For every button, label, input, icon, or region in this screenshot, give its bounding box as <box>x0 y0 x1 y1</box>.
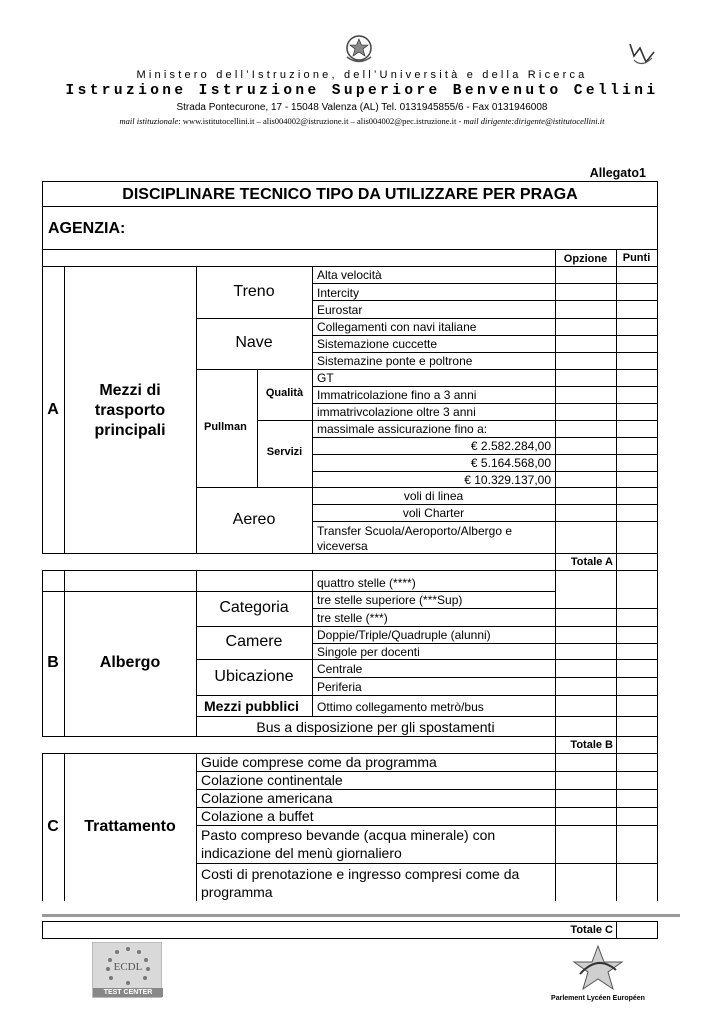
categoria-item: tre stelle (***) <box>317 611 388 625</box>
mail-text: : www.istitutocellini.it – alis004002@istruzione.it – alis004002@pec.istruzione.it <box>178 116 457 126</box>
section-c-letter: C <box>47 818 59 835</box>
servizi-label: Servizi <box>266 446 303 458</box>
ecdl-logo-text: ECDL <box>113 961 143 973</box>
treno-item: Intercity <box>317 286 360 300</box>
republic-emblem-icon <box>344 33 374 65</box>
test-center-label: TEST CENTER <box>93 988 163 997</box>
camere-item: Doppie/Triple/Quadruple (alunni) <box>317 628 491 642</box>
col-opzione: Opzione <box>563 253 608 265</box>
section-c-label: Trattamento <box>84 818 176 835</box>
school-address: Strada Pontecurone, 17 - 15048 Valenza (AL) Tel. 0131945855/6 - Fax 0131946008 <box>176 102 548 113</box>
trattamento-item: Costi di prenotazione e ingresso compresi come da <box>201 866 520 882</box>
parlement-label: Parlement Lycéen Européen <box>551 995 645 1002</box>
aereo-item: voli di linea <box>403 489 464 503</box>
trattamento-item: Colazione continentale <box>201 772 343 788</box>
section-b-label: Albergo <box>99 654 161 671</box>
qualita-item: immatrivcolazione oltre 3 anni <box>317 405 476 419</box>
ubicazione-label: Ubicazione <box>214 668 294 685</box>
ubicazione-item: Centrale <box>317 662 363 676</box>
qualita-label: Qualità <box>265 387 304 399</box>
page-title: DISCIPLINARE TECNICO TIPO DA UTILIZZARE PER PRAGA <box>122 186 578 203</box>
mezzi-pubblici-label: Mezzi pubblici <box>204 698 299 714</box>
eu-stars-icon <box>93 943 163 987</box>
col-punti: Punti <box>622 252 651 264</box>
trattamento-item: Colazione americana <box>201 790 333 806</box>
agenzia-label: AGENZIA: <box>48 220 126 237</box>
mail-dirigente: - mail dirigente:dirigente@istitutocellini.it <box>456 116 605 126</box>
ubicazione-item: Periferia <box>317 680 362 694</box>
servizi-amount: € 5.164.568,00 <box>470 456 551 470</box>
section-a-letter: A <box>47 401 59 418</box>
treno-item: Eurostar <box>317 303 363 317</box>
servizi-amount: € 10.329.137,00 <box>464 473 551 487</box>
bus-item: Bus a disposizione per gli spostamenti <box>256 719 495 735</box>
parlement-logo-icon <box>568 944 628 992</box>
categoria-label: Categoria <box>219 599 289 616</box>
nave-item: Sistemazione cuccette <box>317 337 438 351</box>
camere-item: Singole per docenti <box>317 645 420 659</box>
allegato-label: Allegato1 <box>589 166 646 180</box>
qualita-item: GT <box>317 371 334 385</box>
school-name: Istruzione Istruzione Superiore Benvenuto Cellini <box>65 83 659 99</box>
cellini-logo-icon <box>626 40 656 70</box>
aereo-item: voli Charter <box>402 506 465 520</box>
trattamento-item: Guide comprese come da programma <box>201 754 437 770</box>
mezzi-pubblici-item: Ottimo collegamento metrò/bus <box>317 700 484 714</box>
nave-item: Sistemazine ponte e poltrone <box>317 354 473 368</box>
totale-a: Totale A <box>570 556 613 568</box>
categoria-item: quattro stelle (****) <box>317 576 416 590</box>
section-a-label: Mezzi di trasporto principali <box>94 382 166 439</box>
section-b-letter: B <box>47 654 59 671</box>
aereo-label: Aereo <box>232 511 276 528</box>
aereo-item: Transfer Scuola/Aeroporto/Albergo e viceversa <box>317 524 512 553</box>
ministero-heading: Ministero dell’Istruzione, dell’Università e della Ricerca <box>136 69 588 81</box>
trattamento-item: Pasto compreso bevande (acqua minerale) con <box>201 827 496 843</box>
servizi-amount: € 2.582.284,00 <box>470 439 551 453</box>
totale-c: Totale C <box>570 924 613 936</box>
page-break-rule <box>42 914 680 917</box>
categoria-item: tre stelle superiore (***Sup) <box>317 593 463 607</box>
trattamento-item: programma <box>201 884 273 900</box>
trattamento-item: indicazione del menù giornaliero <box>201 845 402 861</box>
mail-label: mail istituzionale <box>119 116 179 126</box>
nave-item: Collegamenti con navi italiane <box>317 320 477 334</box>
school-mail <box>0 116 724 126</box>
totale-b: Totale B <box>570 739 613 751</box>
treno-label: Treno <box>233 283 275 300</box>
ecdl-logo <box>92 942 162 998</box>
qualita-item: Immatricolazione fino a 3 anni <box>317 388 477 402</box>
servizi-item: massimale assicurazione fino a: <box>317 422 488 436</box>
treno-item: Alta velocità <box>317 268 382 282</box>
trattamento-item: Colazione a buffet <box>201 808 314 824</box>
pullman-label: Pullman <box>204 421 247 433</box>
camere-label: Camere <box>225 633 283 650</box>
nave-label: Nave <box>235 334 273 351</box>
